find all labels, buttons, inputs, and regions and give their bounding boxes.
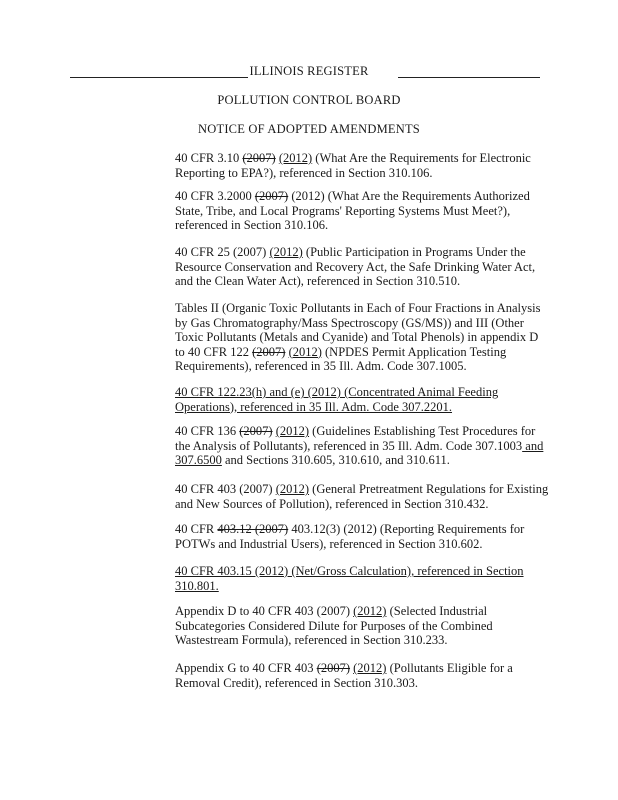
entry-text: 40 CFR 3.2000 — [175, 189, 255, 203]
inserted-text: 40 CFR 122.23(h) and (e) (2012) (Concentrated Animal Feeding Operations), referenced in 35 Ill. Adm. Code 307.2201. — [175, 385, 499, 414]
entry-text: 40 CFR 25 (2007) — [175, 245, 270, 259]
entry-text: (General Pretreatment Regulations for Existing and New Sources of Pollution), referenced in Section 310.432. — [175, 482, 549, 511]
entry-10 — [175, 604, 550, 648]
entry-2 — [175, 189, 550, 233]
entry-7 — [175, 482, 550, 511]
entry-text: Tables II (Organic Toxic Pollutants in Each of Four Fractions in Analysis by Gas Chromatography/Mass Spectroscopy (GS/MS)) and III (Other Toxic Pollutants (Metals and Cyanide) and Total Phenols) in appendix D to 40 CFR 122 — [175, 301, 541, 359]
inserted-text: (2012) — [275, 482, 310, 496]
entry-3 — [175, 245, 550, 289]
entry-1 — [175, 151, 550, 180]
entry-text: and Sections 310.605, 310.610, and 310.611. — [221, 453, 450, 467]
board-title: POLLUTION CONTROL BOARD — [217, 93, 401, 107]
entry-8 — [175, 522, 550, 551]
inserted-text: (2012) — [275, 424, 310, 438]
entry-9 — [175, 564, 550, 593]
entry-text: (What Are the Requirements for Electronic Reporting to EPA?), referenced in Section 310.106. — [175, 151, 531, 180]
entry-text: 40 CFR 403 (2007) — [175, 482, 276, 496]
inserted-text: and 307.6500 — [175, 438, 544, 467]
deleted-text: (2007) — [254, 189, 289, 203]
entry-11 — [175, 661, 550, 690]
inserted-text: (2012) — [353, 661, 387, 675]
entry-text: Appendix G to 40 CFR 403 — [175, 661, 317, 675]
inserted-text: 40 CFR 403.15 (2012) (Net/Gross Calculation), referenced in Section 310.801. — [175, 564, 524, 593]
entry-text: (2012) (What Are the Requirements Authorized State, Tribe, and Local Programs' Reporting Systems Must Meet?), referenced in Section 310.106. — [175, 189, 530, 232]
entry-text: (NPDES Permit Application Testing Requirements), referenced in 35 Ill. Adm. Code 307.1005. — [175, 344, 507, 373]
entry-text: (Pollutants Eligible for a Removal Credit), referenced in Section 310.303. — [175, 661, 513, 690]
entry-text: 40 CFR 136 — [175, 424, 240, 438]
entry-text: Appendix D to 40 CFR 403 (2007) — [175, 604, 354, 618]
entry-5 — [175, 385, 550, 414]
register-title: ILLINOIS REGISTER — [249, 64, 369, 78]
deleted-text: 403.12 (2007) — [217, 522, 289, 536]
entry-text: (Guidelines Establishing Test Procedures for the Analysis of Pollutants), referenced in 35 Ill. Adm. Code 307.1003 — [175, 424, 536, 453]
inserted-text: (2012) — [353, 604, 387, 618]
entry-text: 40 CFR — [175, 522, 218, 536]
entry-text: 40 CFR 3.10 — [175, 151, 243, 165]
entry-text: 403.12(3) (2012) (Reporting Requirements for POTWs and Industrial Users), referenced in Section 310.602. — [175, 522, 525, 551]
deleted-text: (2007) — [239, 424, 273, 438]
deleted-text: (2007) — [252, 344, 286, 359]
entry-text: (Selected Industrial Subcategories Considered Dilute for Purposes of the Combined Wastestream Formula), referenced in Section 310.233. — [175, 604, 493, 647]
inserted-text: (2012) — [288, 344, 322, 359]
entry-4 — [175, 301, 550, 374]
entry-text: (Public Participation in Programs Under the Resource Conservation and Recovery Act, the Safe Drinking Water Act, and the Clean Water Act), referenced in Section 310.510. — [175, 245, 536, 288]
deleted-text: (2007) — [316, 661, 351, 675]
notice-title: NOTICE OF ADOPTED AMENDMENTS — [198, 122, 420, 136]
deleted-text: (2007) — [242, 151, 276, 165]
inserted-text: (2012) — [278, 151, 313, 165]
inserted-text: (2012) — [269, 245, 303, 259]
entry-6 — [175, 424, 550, 468]
